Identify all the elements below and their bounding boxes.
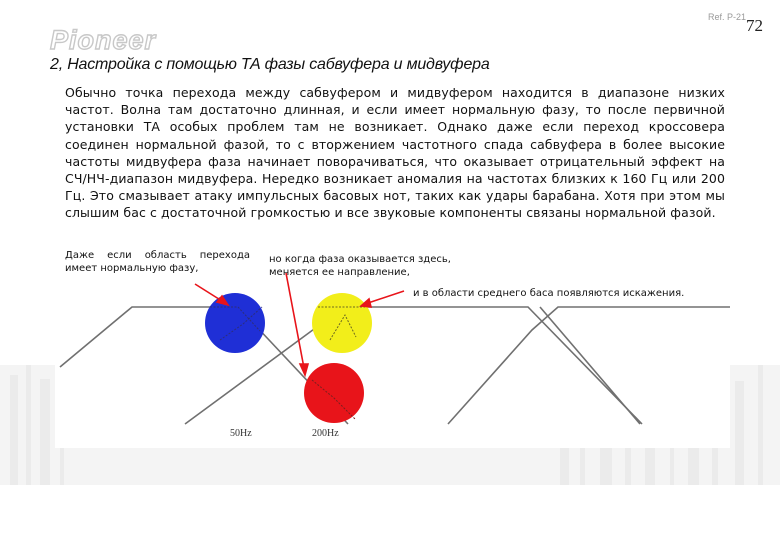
- page-number: 72: [746, 16, 763, 35]
- caption-phase-here: но когда фаза оказывается здесь, меняется ее направление,: [269, 254, 451, 278]
- arrow-to-yellow: [368, 291, 404, 303]
- caption-distortion: и в области среднего баса появляются искажения.: [413, 288, 685, 299]
- red-distortion-circle: [304, 363, 364, 423]
- body-paragraph: Обычно точка перехода между сабвуфером и мидвуфером находится в диапазоне низких частот. Волна там достаточно длинная, и если имеет нормальную фазу, то после первичной установки ТА особых проблем там не возникает. Однако даже если переход кроссовера соединен нормальной фазой, то с вторжением частотного спада сабвуфера в более высокие частоты мидвуфера фаза начинает поворачиваться, что оказывает отрицательный эффект на СЧ/НЧ-диапазон мидвуфера. Нередко возникает аномалия на частотах близких к 160 Гц или 200 Гц. Это смазывает атаку импульсных басовых нот, таких как удары барабана. Хотя при этом мы слышим бас с достаточной громкостью и все звуковые компоненты связаны нормальной фазой.: [65, 85, 725, 221]
- freq-label-50hz: 50Hz: [230, 428, 252, 439]
- reference-code: Ref. P-21: [708, 12, 747, 22]
- yellow-phase-circle: [312, 293, 372, 353]
- freq-label-200hz: 200Hz: [312, 428, 339, 439]
- page-title: 2, Настройка с помощью ТА фазы сабвуфера и мидвуфера: [50, 56, 490, 73]
- arrow-to-red: [286, 273, 304, 368]
- blue-crossover-circle: [205, 293, 265, 353]
- arrow-to-blue: [195, 284, 222, 301]
- tweeter-curve-down: [540, 307, 640, 424]
- caption-normal-phase: Даже если область перехода имеет нормальную фазу,: [65, 250, 250, 274]
- logo-text: Pioneer: [50, 28, 157, 54]
